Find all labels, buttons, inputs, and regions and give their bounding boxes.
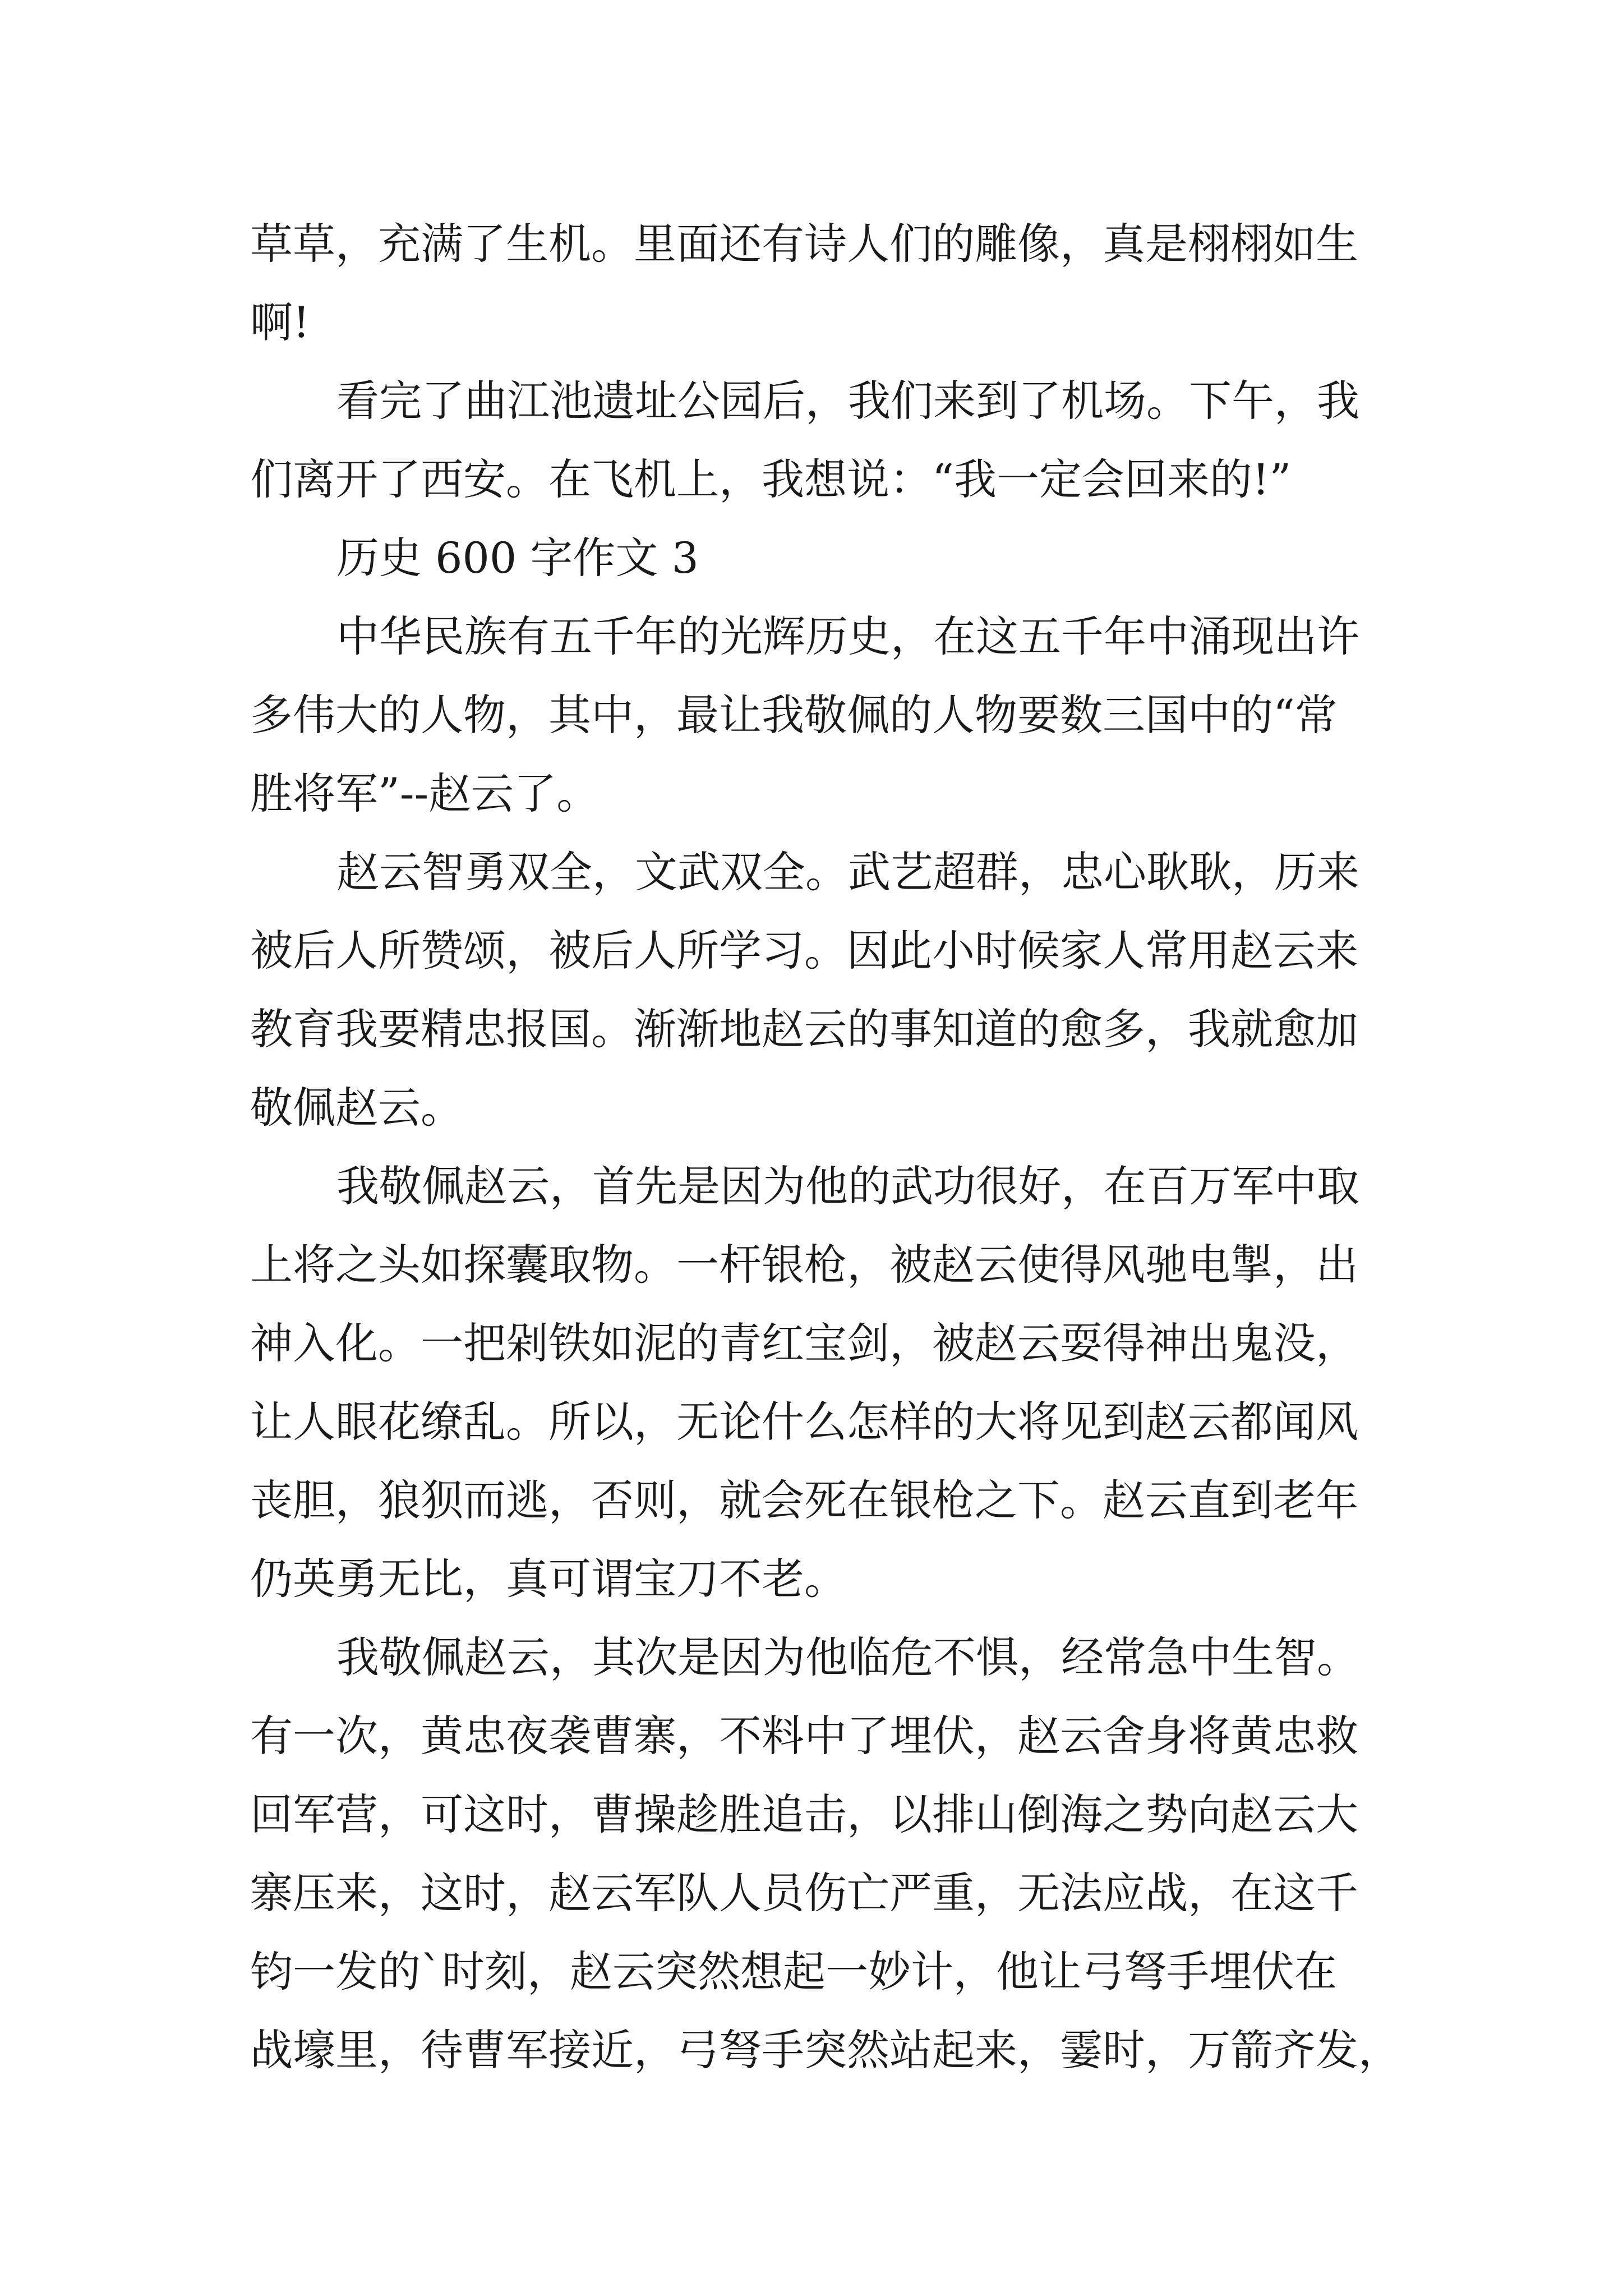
- text-line: 胜将军”--赵云了。: [250, 769, 600, 818]
- paragraph-first-line: 我敬佩赵云，首先是因为他的武功很好，在百万军中取: [336, 1161, 1359, 1211]
- text-line: 仍英勇无比，真可谓宝刀不老。: [250, 1554, 847, 1604]
- paragraph-first-line: 赵云智勇双全，文武双全。武艺超群，忠心耿耿，历来: [336, 847, 1359, 897]
- text-line: 回军营，可这时，曹操趁胜追击，以排山倒海之势向赵云大: [250, 1789, 1358, 1839]
- text-line: 寨压来，这时，赵云军队人员伤亡严重，无法应战，在这千: [250, 1868, 1358, 1918]
- paragraph-first-line: 中华民族有五千年的光辉历史，在这五千年中涌现出许: [336, 611, 1359, 661]
- text-line: 啊!: [250, 297, 310, 347]
- text-line: 们离开了西安。在飞机上，我想说：“我一定会回来的!”: [250, 454, 1292, 504]
- text-line: 战壕里，待曹军接近，弓弩手突然站起来，霎时，万箭齐发，: [250, 2025, 1401, 2075]
- text-line: 有一次，黄忠夜袭曹寨，不料中了埋伏，赵云舍身将黄忠救: [250, 1711, 1358, 1761]
- text-line: 敬佩赵云。: [250, 1083, 463, 1133]
- text-line: 多伟大的人物，其中，最让我敬佩的人物要数三国中的“常: [250, 690, 1338, 740]
- text-line: 让人眼花缭乱。所以，无论什么怎样的大将见到赵云都闻风: [250, 1397, 1358, 1447]
- paragraph-first-line: 看完了曲江池遗址公园后，我们来到了机场。下午，我: [336, 376, 1359, 426]
- text-line: 上将之头如探囊取物。一杆银枪，被赵云使得风驰电掣，出: [250, 1240, 1358, 1290]
- paragraph-first-line: 我敬佩赵云，其次是因为他临危不惧，经常急中生智。: [336, 1632, 1359, 1682]
- text-line: 钧一发的`时刻，赵云突然想起一妙计，他让弓弩手埋伏在: [250, 1947, 1337, 1996]
- text-line: 被后人所赞颂，被后人所学习。因此小时候家人常用赵云来: [250, 926, 1358, 976]
- text-line: 教育我要精忠报国。渐渐地赵云的事知道的愈多，我就愈加: [250, 1004, 1358, 1054]
- text-line: 草草，充满了生机。里面还有诗人们的雕像，真是栩栩如生: [250, 219, 1358, 269]
- section-heading: 历史 600 字作文 3: [336, 533, 699, 583]
- text-line: 丧胆，狼狈而逃，否则，就会死在银枪之下。赵云直到老年: [250, 1475, 1358, 1525]
- text-line: 神入化。一把剁铁如泥的青红宝剑，被赵云耍得神出鬼没，: [250, 1318, 1358, 1368]
